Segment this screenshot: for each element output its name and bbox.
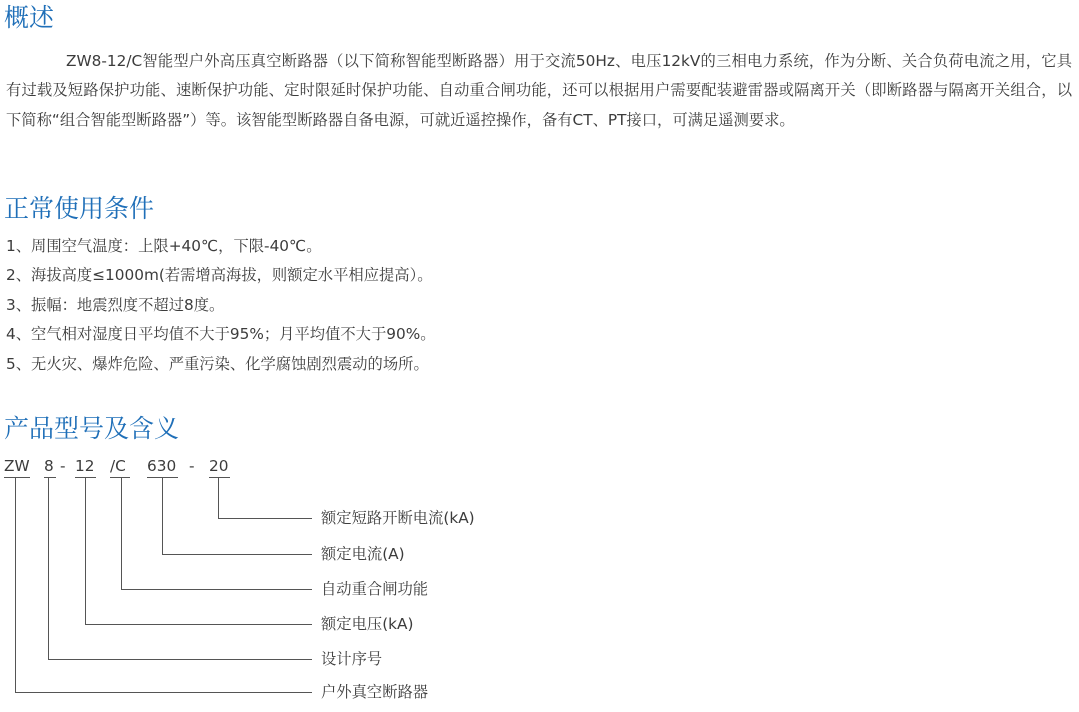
code-design: 8	[44, 457, 54, 475]
code-dash: -	[60, 457, 66, 475]
code-voltage: 12	[75, 457, 95, 475]
meaning-breaking: 额定短路开断电流(kA)	[321, 509, 475, 527]
overview-heading: 概述	[4, 3, 55, 32]
leader-zw	[16, 478, 313, 693]
leader-reclose	[122, 478, 313, 590]
list-item: 5、无火灾、爆炸危险、严重污染、化学腐蚀剧烈震动的场所。	[6, 354, 429, 373]
leader-current	[163, 478, 313, 555]
model-heading: 产品型号及含义	[4, 414, 180, 443]
list-item: 3、振幅：地震烈度不超过8度。	[6, 295, 225, 314]
leader-voltage	[86, 478, 313, 625]
overview-paragraph: ZW8-12/C智能型户外高压真空断路器（以下简称智能型断路器）用于交流50Hz、电压12kV的三相电力系统，作为分断、关合负荷电流之用，它具有过载及短路保护功能、速断保护功能、定时限延时保护功能、自动重合闸功能，还可以根据用户需要配装避雷器或隔离开关（即断路器与隔离开关组合，以下简称“组合智能型断路器”）等。该智能型断路器自备电源，可就近遥控操作，备有CT、PT接口，可满足遥测要求。	[6, 52, 1072, 129]
leader-design	[49, 478, 313, 660]
code-breaking: 20	[209, 457, 229, 475]
code-reclose: /C	[110, 457, 126, 475]
list-item: 1、周围空气温度：上限+40℃，下限-40℃。	[6, 237, 322, 255]
list-item: 2、海拔高度≤1000m(若需增高海拔，则额定水平相应提高）。	[6, 266, 433, 285]
meaning-design: 设计序号	[321, 650, 383, 668]
meaning-current: 额定电流(A)	[321, 545, 405, 563]
leader-breaking	[219, 478, 313, 519]
code-zw: ZW	[4, 457, 30, 475]
code-dash: -	[189, 457, 195, 475]
conditions-heading: 正常使用条件	[4, 194, 155, 223]
meaning-reclose: 自动重合闸功能	[321, 580, 429, 598]
code-current: 630	[147, 457, 177, 475]
meaning-voltage: 额定电压(kA)	[321, 615, 414, 633]
list-item: 4、空气相对湿度日平均值不大于95%；月平均值不大于90%。	[6, 325, 436, 344]
meaning-zw: 户外真空断路器	[321, 683, 429, 701]
